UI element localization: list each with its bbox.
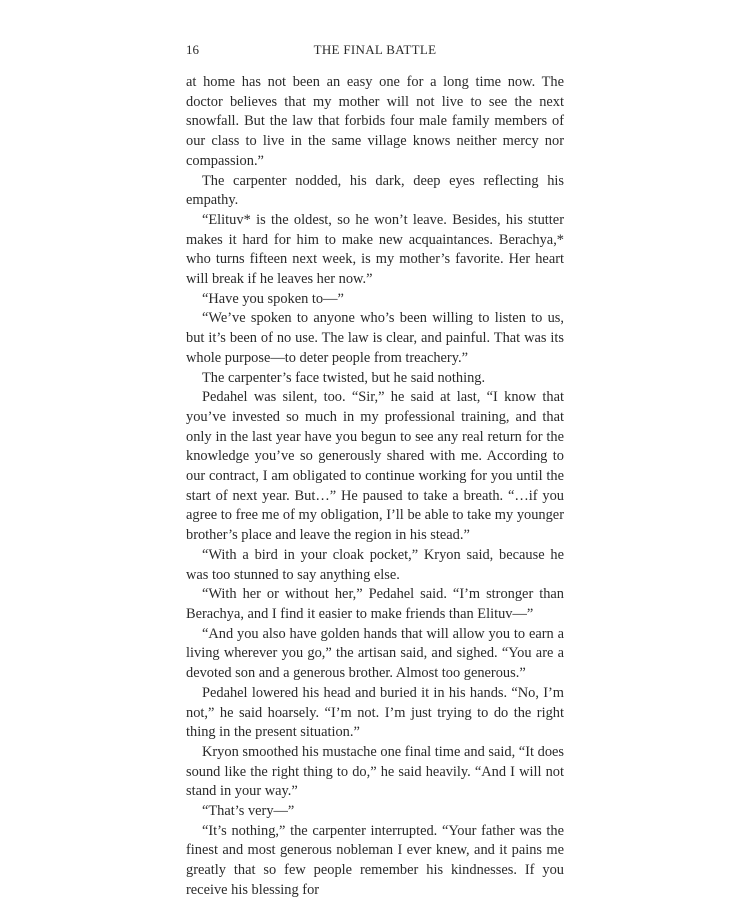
paragraph: “Elituv* is the oldest, so he won’t leave. Besides, his stutter makes it hard for him to make new acquaintances. Berachya,* who turns fifteen next week, is my mother’s favorite. Her heart will break if he leaves her now.”: [186, 211, 564, 288]
paragraph: “It’s nothing,” the carpenter interrupted. “Your father was the finest and most generous nobleman I ever knew, and it pains me greatly that so few people remember his kindnesses. If you receive his blessing for: [186, 822, 564, 898]
paragraph: The carpenter nodded, his dark, deep eyes reflecting his empathy.: [186, 172, 564, 209]
paragraph: “With a bird in your cloak pocket,” Kryon said, because he was too stunned to say anything else.: [186, 546, 564, 583]
paragraph: “Have you spoken to—”: [202, 290, 344, 307]
paragraph: Pedahel was silent, too. “Sir,” he said at last, “I know that you’ve invested so much in my professional training, and that only in the last year have you begun to see any real return for the knowledge you’ve so generously shared with me. According to our contract, I am obligated to continue working for you until the start of next year. But…” He paused to take a breath. “…if you agree to free me of my obligation, I’ll be able to take my younger brother’s place and leave the region in his stead.”: [186, 389, 564, 544]
page-number: 16: [186, 42, 199, 57]
paragraph: “And you also have golden hands that will allow you to earn a living wherever you go,” the artisan said, and sighed. “You are a devoted son and a generous brother. Almost too generous.”: [186, 625, 564, 682]
paragraph: The carpenter’s face twisted, but he said nothing.: [202, 369, 486, 386]
paragraph: “We’ve spoken to anyone who’s been willing to listen to us, but it’s been of no use. The law is clear, and painful. That was its whole purpose—to deter people from treachery.”: [186, 310, 564, 366]
body-text: [186, 73, 564, 901]
page-header: [186, 42, 564, 62]
running-head: THE FINAL BATTLE: [313, 42, 437, 57]
paragraph: Kryon smoothed his mustache one final time and said, “It does sound like the right thing to do,” he said heavily. “And I will not stand in your way.”: [186, 743, 564, 800]
paragraph: Pedahel lowered his head and buried it in his hands. “No, I’m not,” he said hoarsely. “I’m not. I’m just trying to do the right thing in the present situation.”: [186, 684, 564, 741]
paragraph: “With her or without her,” Pedahel said. “I’m stronger than Berachya, and I find it easier to make friends than Elituv—”: [186, 586, 564, 622]
paragraph: at home has not been an easy one for a long time now. The doctor believes that my mother will not live to see the next snowfall. But the law that forbids four male family members of our class to live in the same village knows neither mercy nor compassion.”: [186, 74, 564, 169]
paragraph: “That’s very—”: [202, 803, 295, 820]
